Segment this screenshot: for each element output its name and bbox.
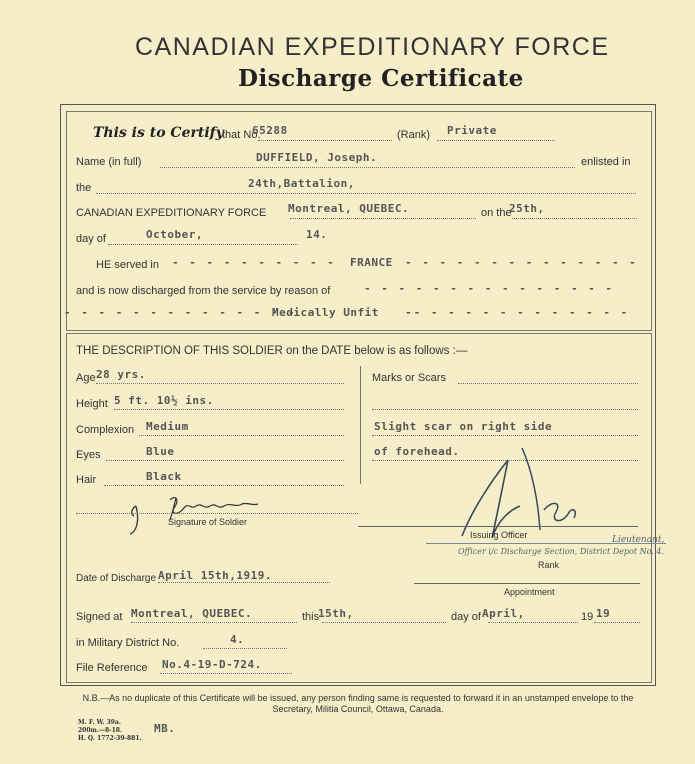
signed-place-line xyxy=(131,622,297,623)
district-value: 4. xyxy=(230,633,245,646)
complexion-line xyxy=(139,435,344,436)
month-line xyxy=(108,244,298,245)
signed-month-line xyxy=(488,622,578,623)
enlist-month: October, xyxy=(146,228,203,241)
hair-label: Hair xyxy=(76,474,97,486)
stamp-line xyxy=(426,543,666,544)
reason-value: Medically Unfit xyxy=(272,306,379,319)
unit-line xyxy=(96,193,636,194)
rank-caption: Rank xyxy=(538,560,560,570)
enlist-year: 14. xyxy=(306,228,328,241)
discharge-date-label: Date of Discharge xyxy=(76,573,157,584)
signed-label: Signed at xyxy=(76,611,123,623)
form-line-3: H. Q. 1772-39-881. xyxy=(78,735,142,742)
height-value: 5 ft. 10½ ins. xyxy=(114,394,214,407)
signed-month: April, xyxy=(482,607,525,620)
form-title: CANADIAN EXPEDITIONARY FORCE xyxy=(135,33,610,61)
that-no-label: that No. xyxy=(222,129,261,141)
appointment-line xyxy=(414,583,640,584)
place-line xyxy=(290,218,476,219)
form-line-2: 200m.—8-18. xyxy=(78,727,123,734)
form-subtitle: Discharge Certificate xyxy=(238,65,524,92)
description-divider xyxy=(360,366,361,484)
age-line xyxy=(96,383,344,384)
form-line-1: M. F. W. 39a. xyxy=(78,719,121,726)
eyes-line xyxy=(106,460,344,461)
rank-label: (Rank) xyxy=(397,129,431,141)
marks-line-0 xyxy=(458,383,638,384)
regimental-number: 65288 xyxy=(252,124,288,137)
marks-value-1: Slight scar on right side xyxy=(374,420,553,433)
number-line xyxy=(258,140,392,141)
enlisted-label: enlisted in xyxy=(581,156,631,168)
marks-line-1 xyxy=(372,409,638,410)
reason-dash-left: - - - - - - - - - - - - - - xyxy=(64,306,297,319)
day-line xyxy=(512,218,637,219)
district-line xyxy=(203,648,287,649)
complexion-value: Medium xyxy=(146,420,189,433)
district-label: in Military District No. xyxy=(76,637,180,649)
signed-day: 15th, xyxy=(318,607,354,620)
served-label: HE served in xyxy=(96,259,159,271)
rank-value: Private xyxy=(447,124,497,137)
marks-value-2: of forehead. xyxy=(374,445,460,458)
complexion-label: Complexion xyxy=(76,424,135,436)
file-reference-line xyxy=(160,673,292,674)
file-reference-label: File Reference xyxy=(76,662,148,674)
signed-year-line xyxy=(594,622,640,623)
age-value: 28 yrs. xyxy=(96,368,146,381)
reason-dash-right: -- - - - - - - - - - - - - xyxy=(405,306,630,319)
soldier-signature-label: Signature of Soldier xyxy=(168,517,248,527)
nb-notice: N.B.—As no duplicate of this Certificate will be issued, any person finding same is requested to forward it in an unstamped envelope to the Secretary, Militia Council, Ottawa, Canada. xyxy=(82,693,634,714)
hair-value: Black xyxy=(146,470,182,483)
certify-intro: This is to Certify xyxy=(93,125,224,141)
upper-panel xyxy=(66,111,652,331)
discharge-date-value: April 15th,1919. xyxy=(158,569,272,582)
on-the-label: on the xyxy=(481,207,512,219)
soldier-signature-line xyxy=(76,513,358,514)
rank-line xyxy=(437,140,555,141)
dayof-label: day of xyxy=(76,233,106,245)
served-dash-right: - - - - - - - - - - - - - - xyxy=(405,256,638,269)
signed-year: 19 xyxy=(596,607,611,620)
the-label: the xyxy=(76,182,92,194)
signed-place: Montreal, QUEBEC. xyxy=(131,607,253,620)
signed-day-line xyxy=(322,622,446,623)
served-value: FRANCE xyxy=(350,256,393,269)
eyes-label: Eyes xyxy=(76,449,101,461)
file-reference-value: No.4-19-D-724. xyxy=(162,658,262,671)
name-label: Name (in full) xyxy=(76,156,142,168)
enlist-day: 25th, xyxy=(509,202,545,215)
unit-value: 24th,Battalion, xyxy=(248,177,355,190)
hair-line xyxy=(104,485,344,486)
enlist-place: Montreal, QUEBEC. xyxy=(288,202,410,215)
lieutenant-stamp: Lieutenant, xyxy=(612,535,665,545)
officer-stamp: Officer i/c Discharge Section, District Depot No. 4. xyxy=(458,547,665,556)
discharged-label: and is now discharged from the service by reason of xyxy=(76,285,331,297)
signed-this-label: this xyxy=(302,611,320,623)
height-line xyxy=(114,409,344,410)
clerk-initials: MB. xyxy=(154,722,176,735)
description-heading: THE DESCRIPTION OF THIS SOLDIER on the DATE below is as follows :— xyxy=(76,345,468,357)
served-dash-left: - - - - - - - - - - xyxy=(172,256,336,269)
appointment-label: Appointment xyxy=(504,587,555,597)
age-label: Age xyxy=(76,372,96,384)
cef-label: CANADIAN EXPEDITIONARY FORCE xyxy=(76,207,267,219)
form-number xyxy=(78,719,142,743)
eyes-value: Blue xyxy=(146,445,175,458)
name-line xyxy=(160,167,575,168)
issuing-officer-label: Issuing Officer xyxy=(470,530,528,540)
soldier-signature xyxy=(118,492,278,537)
marks-line-2 xyxy=(372,435,638,436)
signed-dayof-label: day of xyxy=(451,611,481,623)
height-label: Height xyxy=(76,398,108,410)
discharge-date-line xyxy=(158,582,330,583)
signed-year-prefix: 19 xyxy=(581,611,594,623)
marks-label: Marks or Scars xyxy=(372,372,446,384)
name-value: DUFFIELD, Joseph. xyxy=(256,151,378,164)
officer-signature-line xyxy=(358,526,638,527)
discharged-dash: - - - - - - - - - - - - - - - xyxy=(364,282,615,295)
